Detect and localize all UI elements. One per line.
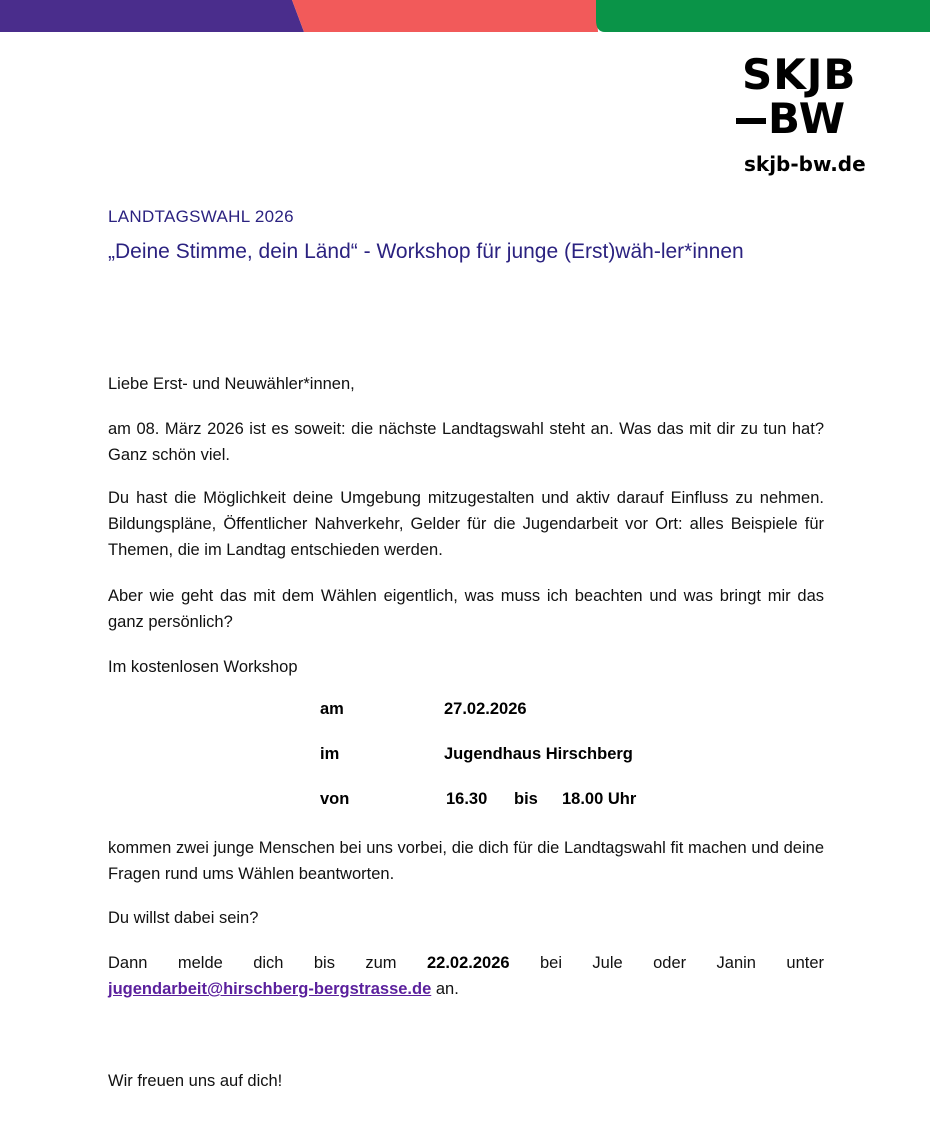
signup-mid: bei Jule oder Janin unter — [540, 954, 825, 972]
place-value: Jugendhaus Hirschberg — [444, 745, 633, 763]
time-label: von — [320, 790, 350, 808]
logo-url: skjb-bw.de — [744, 152, 866, 176]
signup-post: an. — [431, 980, 459, 998]
logo-text-line1: SKJB — [742, 50, 857, 99]
workshop-details — [320, 700, 740, 830]
workshop-intro: Im kostenlosen Workshop — [108, 658, 298, 676]
signup-date: 22.02.2026 — [426, 954, 510, 972]
date-value: 27.02.2026 — [444, 700, 527, 718]
time-end: 18.00 Uhr — [562, 790, 637, 808]
time-start: 16.30 — [446, 790, 488, 808]
closing: Wir freuen uns auf dich! — [108, 1072, 283, 1090]
eyebrow-label: LANDTAGSWAHL 2026 — [108, 207, 294, 226]
signup-pre: Dann melde dich bis zum — [108, 954, 397, 972]
logo-dash — [736, 118, 766, 124]
paragraph-3: Aber wie geht das mit dem Wählen eigentlich, was muss ich beachten und was bringt mir das ganz persönlich? — [108, 587, 824, 631]
paragraph-1: am 08. März 2026 ist es soweit: die nächste Landtagswahl steht an. Was das mit dir zu tun hat? Ganz schön viel. — [108, 420, 824, 464]
email-link[interactable]: jugendarbeit@hirschberg-bergstrasse.de — [108, 980, 432, 998]
color-bar-purple — [0, 0, 304, 32]
logo-text-line2: BW — [768, 94, 847, 143]
date-label: am — [320, 700, 344, 718]
color-bar-coral — [292, 0, 598, 32]
signup-line-2 — [108, 976, 824, 1002]
time-separator: bis — [514, 790, 538, 808]
paragraph-4: kommen zwei junge Menschen bei uns vorbei, die dich für die Landtagswahl fit machen und deine Fragen rund ums Wählen beantworten. — [108, 839, 824, 883]
question: Du willst dabei sein? — [108, 909, 259, 927]
top-color-bar — [0, 0, 930, 32]
signup-line-1 — [108, 950, 824, 976]
place-label: im — [320, 745, 340, 763]
greeting: Liebe Erst- und Neuwähler*innen, — [108, 375, 355, 393]
paragraph-2: Du hast die Möglichkeit deine Umgebung mitzugestalten und aktiv darauf Einfluss zu nehmen. Bildungspläne, Öffentlicher Nahverkehr, Gelder für die Jugendarbeit vor Ort: alles Beispiele für Themen, die im Landtag entschieden werden. — [108, 489, 824, 559]
page-title: „Deine Stimme, dein Länd“ - Workshop für junge (Erst)wäh-ler*innen — [108, 240, 744, 263]
skjb-bw-logo — [736, 50, 886, 184]
color-bar-green — [596, 0, 930, 32]
